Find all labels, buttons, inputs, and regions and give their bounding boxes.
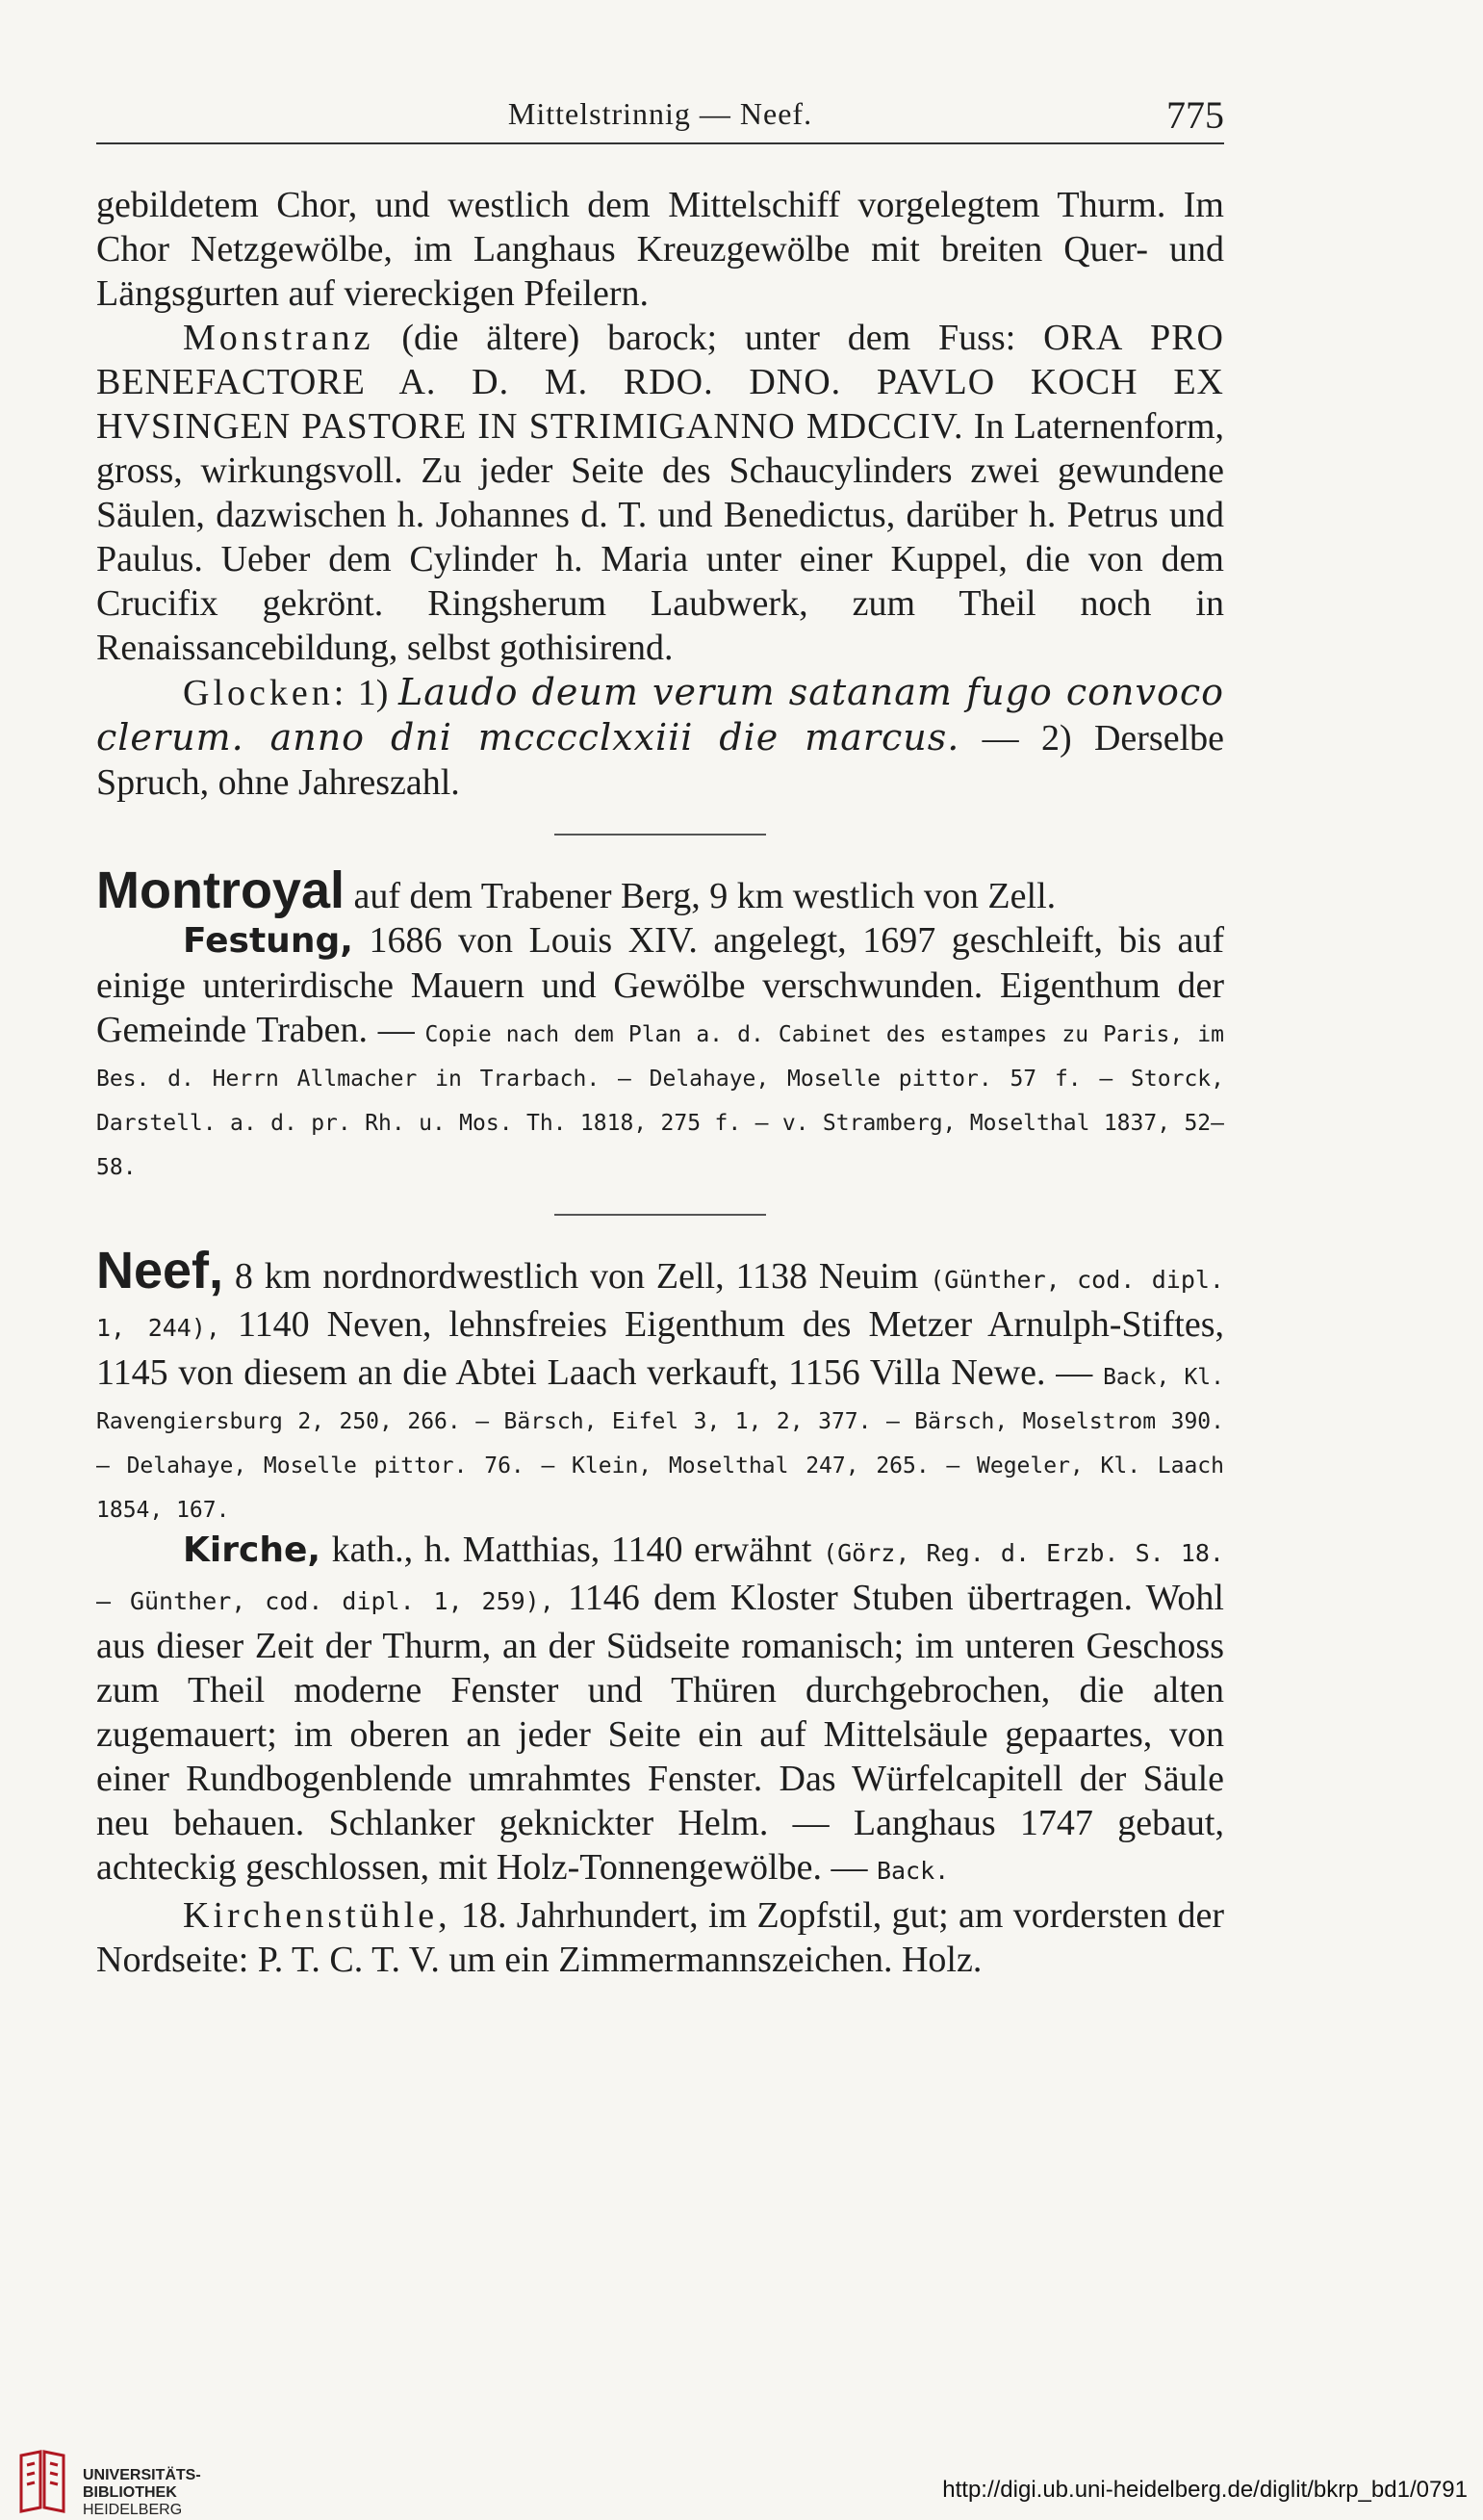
- library-name-line-1: UNIVERSITÄTS-: [83, 2467, 201, 2483]
- page-number: 775: [1166, 93, 1224, 137]
- entry-montroyal: [96, 861, 1224, 919]
- neef-intro-a: 8 km nordnordwestlich von Zell, 1138 Neuim: [223, 1256, 931, 1297]
- kirche-label: Kirche,: [183, 1530, 321, 1570]
- kirchenstuehle-lead: Kirchenstühle,: [183, 1895, 451, 1936]
- festung-text: 1686 von Louis XIV. angelegt, 1697 geschleift, bis auf einige unterirdische Mauern und Gewölbe verschwunden. Eigenthum der Gemeinde Traben. —: [96, 920, 1224, 1050]
- kirche-reference: (Görz, Reg. d. Erzb. S. 18. — Günther, cod. dipl. 1, 259),: [96, 1539, 1224, 1615]
- montroyal-intro: auf dem Trabener Berg, 9 km westlich von Zell.: [345, 876, 1057, 916]
- montroyal-headword: Montroyal: [96, 861, 345, 919]
- paragraph-festung: [96, 918, 1224, 1185]
- paragraph-glocken: [96, 670, 1224, 805]
- monstranz-lead: Monstranz: [183, 318, 374, 358]
- paragraph-monstranz: [96, 316, 1224, 670]
- running-title: Mittelstrinnig — Neef.: [507, 96, 813, 131]
- neef-reference-1: (Günther, cod. dipl. 1, 244),: [96, 1266, 1224, 1342]
- kirche-text-a: kath., h. Matthias, 1140 erwähnt: [320, 1530, 824, 1570]
- paragraph-chor: gebildetem Chor, und westlich dem Mittelschiff vorgelegtem Thurm. Im Chor Netzgewölbe, im Langhaus Kreuzgewölbe mit breiten Quer- und Längsgurten auf viereckigen Pfeilern.: [96, 185, 1224, 314]
- footer: [0, 2430, 1483, 2520]
- glocken-text-a: 1): [347, 673, 398, 713]
- paragraph-kirche: [96, 1528, 1224, 1893]
- library-name-line-3: HEIDELBERG: [83, 2502, 183, 2518]
- neef-intro-b: 1140 Neven, lehnsfreies Eigenthum des Metzer Arnulph-Stiftes, 1145 von diesem an die Abtei Laach verkauft, 1156 Villa Newe. —: [96, 1304, 1224, 1393]
- kirche-back-reference: Back.: [876, 1857, 950, 1885]
- paragraph-kirchenstuehle: [96, 1893, 1224, 1982]
- monstranz-text-a: (die ältere) barock; unter dem Fuss:: [373, 318, 1044, 358]
- neef-references: Back, Kl. Ravengiersburg 2, 250, 266. — Bärsch, Eifel 3, 1, 2, 377. — Bärsch, Moselstrom 390. — Delahaye, Moselle pittor. 76. — Klein, Moselthal 247, 265. — Wegeler, Kl. Laach 1854, 167.: [96, 1365, 1225, 1523]
- library-name-line-2: BIBLIOTHEK: [83, 2484, 177, 2501]
- library-seal-icon: [17, 2450, 67, 2513]
- festung-label: Festung,: [183, 921, 353, 961]
- kirchenstuehle-text: 18. Jahrhundert, im Zopfstil, gut; am vordersten der Nordseite: P. T. C. T. V. um ein Zimmermannszeichen. Holz.: [96, 1895, 1224, 1980]
- glocken-text-b: — 2) Derselbe Spruch, ohne Jahreszahl.: [96, 718, 1224, 803]
- monstranz-text-b: In Laternenform, gross, wirkungsvoll. Zu jeder Seite des Schaucylinders zwei gewundene Säulen, dazwischen h. Johannes d. T. und Benedictus, darüber h. Petrus und Paulus. Ueber dem Cylinder h. Maria unter einer Kuppel, die von dem Crucifix gekrönt. Ringsherum Laubwerk, zum Theil noch in Renaissancebildung, selbst gothisirend.: [96, 406, 1224, 668]
- monstranz-inscription: ORA PRO BENEFACTORE A. D. M. RDO. DNO. PAVLO KOCH EX HVSINGEN PASTORE IN STRIMIGANNO MDCCIV.: [96, 318, 1224, 447]
- glocken-lead: Glocken:: [183, 673, 348, 713]
- body-text: [96, 183, 1224, 1982]
- glocken-inscription: Laudo deum verum satanam fugo convoco clerum. anno dni mcccclxxiii die marcus.: [96, 671, 1224, 759]
- festung-references: Copie nach dem Plan a. d. Cabinet des estampes zu Paris, im Bes. d. Herrn Allmacher in Trarbach. — Delahaye, Moselle pittor. 57 f. — Storck, Darstell. a. d. pr. Rh. u. Mos. Th. 1818, 275 f. — v. Stramberg, Moselthal 1837, 52—58.: [96, 1022, 1224, 1180]
- neef-headword: Neef,: [96, 1242, 224, 1299]
- entry-neef: [96, 1242, 1225, 1528]
- running-head: [96, 94, 1224, 144]
- library-name: [83, 2467, 201, 2519]
- kirche-text-b: 1146 dem Kloster Stuben übertragen. Wohl aus dieser Zeit der Thurm, an der Südseite romanisch; im unteren Geschoss zum Theil moderne Fenster und Thüren durchgebrochen, die alten zugemauert; im oberen an jeder Seite ein auf Mittelsäule gepaartes, von einer Rundbogenblende umrahmtes Fenster. Das Würfelcapitell der Säule neu behauen. Schlanker geknickter Helm. — Langhaus 1747 gebaut, achteckig geschlossen, mit Holz-Tonnengewölbe. —: [96, 1578, 1224, 1888]
- section-divider: [554, 834, 766, 836]
- section-divider: [554, 1214, 766, 1216]
- source-url[interactable]: http://digi.ub.uni-heidelberg.de/diglit/bkrp_bd1/0791: [942, 2477, 1468, 2503]
